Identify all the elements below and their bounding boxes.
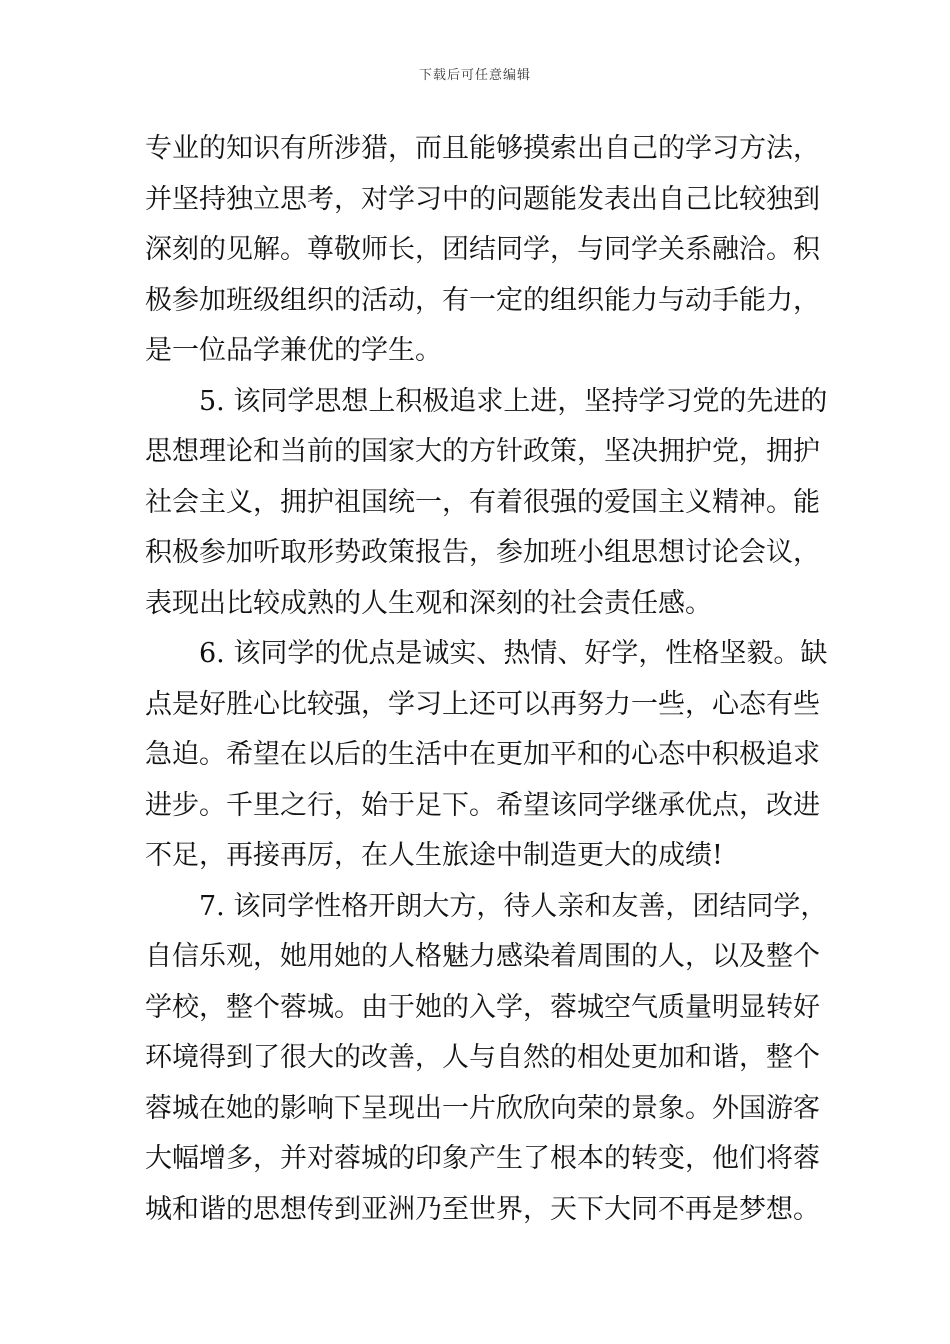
text-line: 点是好胜心比较强，学习上还可以再努力一些，心态有些 bbox=[145, 688, 820, 720]
paragraph-continuation bbox=[145, 124, 820, 377]
text-line: 5. 该同学思想上积极追求上进，坚持学习党的先进的 bbox=[199, 385, 828, 417]
text-line: 专业的知识有所涉猎，而且能够摸索出自己的学习方法， bbox=[145, 133, 820, 164]
paragraph-item-6 bbox=[145, 629, 828, 882]
text-line: 深刻的见解。尊敬师长，团结同学，与同学关系融洽。积 bbox=[145, 234, 820, 265]
document-body bbox=[145, 124, 828, 1235]
text-line: 大幅增多，并对蓉城的印象产生了根本的转变，他们将蓉 bbox=[145, 1143, 820, 1174]
text-line: 社会主义，拥护祖国统一，有着很强的爱国主义精神。能 bbox=[145, 486, 820, 518]
text-line: 不足，再接再厉，在人生旅途中制造更大的成绩! bbox=[145, 840, 723, 871]
text-line: 表现出比较成熟的人生观和深刻的社会责任感。 bbox=[145, 587, 712, 619]
text-line: 极参加班级组织的活动，有一定的组织能力与动手能力， bbox=[145, 284, 820, 316]
text-line: 自信乐观，她用她的人格魅力感染着周围的人，以及整个 bbox=[145, 941, 820, 972]
paragraph-item-7 bbox=[145, 882, 828, 1236]
text-line: 进步。千里之行，始于足下。希望该同学继承优点，改进 bbox=[145, 789, 820, 821]
page-header-note: 下载后可任意编辑 bbox=[418, 68, 531, 83]
text-line: 思想理论和当前的国家大的方针政策，坚决拥护党，拥护 bbox=[145, 436, 820, 467]
text-line: 城和谐的思想传到亚洲乃至世界，天下大同不再是梦想。 bbox=[145, 1193, 820, 1225]
text-line: 蓉城在她的影响下呈现出一片欣欣向荣的景象。外国游客 bbox=[145, 1092, 820, 1124]
paragraph-item-5 bbox=[145, 377, 828, 630]
text-line: 学校，整个蓉城。由于她的入学，蓉城空气质量明显转好 bbox=[145, 991, 820, 1023]
text-line: 并坚持独立思考，对学习中的问题能发表出自己比较独到 bbox=[145, 183, 820, 215]
text-line: 6. 该同学的优点是诚实、热情、好学，性格坚毅。缺 bbox=[199, 638, 828, 669]
text-line: 是一位品学兼优的学生。 bbox=[145, 335, 442, 366]
text-line: 环境得到了很大的改善，人与自然的相处更加和谐，整个 bbox=[145, 1042, 820, 1073]
text-line: 7. 该同学性格开朗大方，待人亲和友善，团结同学， bbox=[199, 890, 828, 922]
text-line: 积极参加听取形势政策报告，参加班小组思想讨论会议， bbox=[145, 537, 820, 568]
text-line: 急迫。希望在以后的生活中在更加平和的心态中积极追求 bbox=[145, 739, 820, 770]
